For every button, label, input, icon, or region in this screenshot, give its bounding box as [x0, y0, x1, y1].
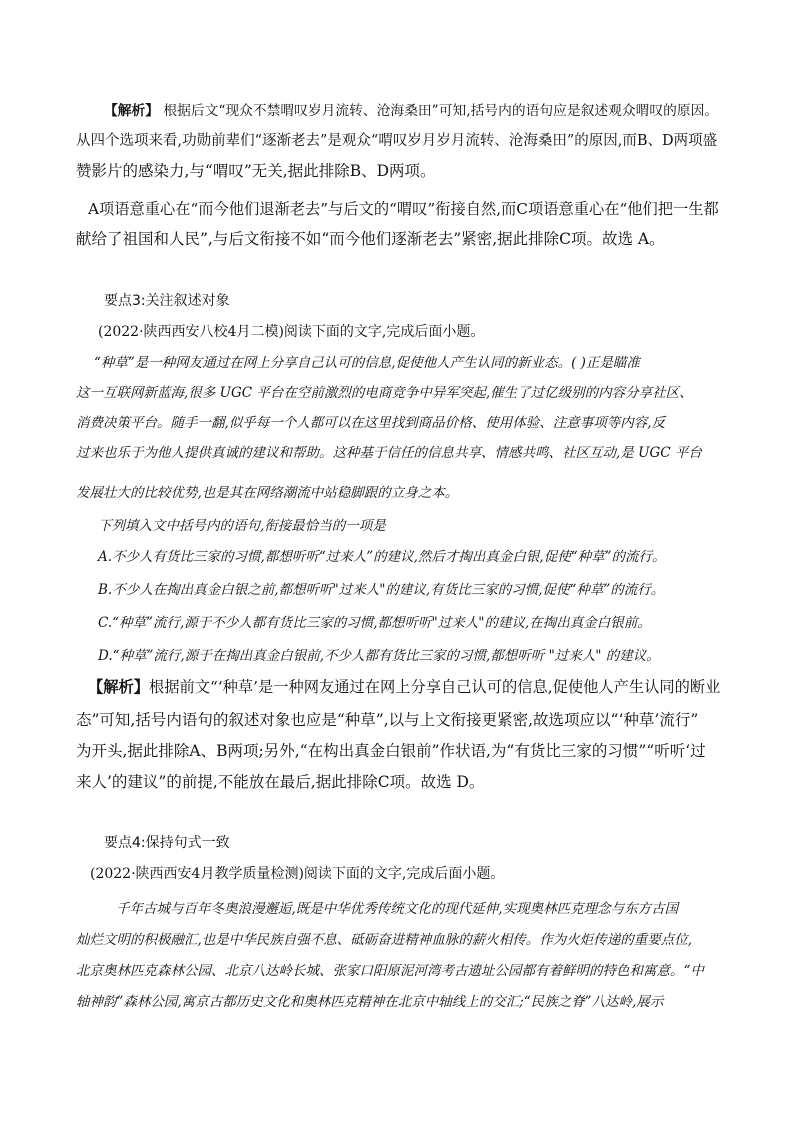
analysis-line: 【解析】根据前文“‘种草’是一种网友通过在网上分享自己认可的信息,促使他人产生认同的断业 — [88, 678, 721, 696]
option-b: B.不少人在掏出真金白银之前,都想听听"过来人"的建议,有货比三家的习惯,促使“种草”的流行。 — [98, 582, 665, 598]
section-heading: 要点4:保持句式一致 — [104, 835, 230, 851]
analysis-line: A项语意重心在“而今他们退渐老去”与后文的“喟叹”衔接自然,而C项语意重心在“他们把一生都 — [88, 200, 719, 218]
passage-line: 消费决策平台。随手一翻,似乎每一个人都可以在这里找到商品价格、使用体验、注意事项等内容,反 — [76, 415, 666, 431]
section-heading: 要点3:关注叙述对象 — [104, 293, 230, 309]
question-source: (2022·陕西西安八校4月二模)阅读下面的文字,完成后面小题。 — [98, 324, 485, 340]
analysis-line: 来人’的建议”的前提,不能放在最后,据此排除C项。故选 D。 — [76, 773, 485, 791]
analysis-line: 【解析】 根据后文“现众不禁喟叹岁月流转、沧海桑田”可知,括号内的语句应是叙述观众喟叹的原因。 — [104, 103, 719, 119]
passage-line: 这一互联网新蓝海,很多 UGC 平台在空前激烈的电商竞争中异军突起,催生了过亿级别的内容分享社区、 — [76, 385, 693, 401]
passage-line: 过来也乐于为他人提供真诚的建议和帮助。这种基于信任的信息共享、情感共鸣、社区互动,是 UGC 平台 — [76, 445, 702, 461]
analysis-label: 【解析】 — [88, 678, 149, 696]
passage-line: 发展壮大的比较优势,也是其在网络潮流中站稳脚跟的立身之本。 — [76, 485, 459, 501]
passage-line: 北京奥林匹克森林公园、北京八达岭长城、张家口阳原泥河湾考古遗址公园都有着鲜明的特色和寓意。“中 — [76, 963, 704, 979]
option-c: C.“种草”流行,源于不少人都有货比三家的习惯,都想听听"过来人"的建议,在掏出真金白银前。 — [98, 615, 651, 631]
passage-line: 轴神韵”森林公园,寓京古都历史文化和奥林匹克精神在北京中轴线上的交汇;“民族之脊”八达岭,展示 — [76, 994, 664, 1010]
analysis-label: 【解析】 — [104, 103, 160, 119]
analysis-line: 为开头,据此排除A、B两项;另外,“在构出真金白银前”作状语,为“有货比三家的习惯”“听听‘过 — [76, 742, 706, 760]
passage-line: 千年古城与百年冬奥浪漫邂逅,既是中华优秀传统文化的现代延伸,实现奥林匹克理念与东方古国 — [116, 901, 679, 917]
analysis-line: 态”可知,括号内语句的叙述对象也应是“种草”,以与上文衔接更紧密,故选项应以“‘种草’流行” — [76, 711, 699, 729]
analysis-line: 从四个选项来看,功勋前辈们“逐渐老去”是观众“喟叹岁月岁月流转、沧海桑田”的原因,而B、D两项盛 — [76, 133, 718, 149]
passage-line: “种草”是一种网友通过在网上分享自己认可的信息,促使他人产生认同的新业态。( )正是瞄准 — [94, 355, 640, 371]
question-source: (2022·陕西西安4月教学质量检测)阅读下面的文字,完成后面小题。 — [90, 866, 505, 882]
analysis-line: 献给了祖国和人民”,与后文衔接不如“而今他们逐渐老去”紧密,据此排除C项。故选 A。 — [76, 230, 665, 248]
option-a: A.不少人有货比三家的习惯,都想听听“过来人”的建议,然后才掏出真金白银,促使“种草”的流行。 — [98, 549, 666, 565]
analysis-line: 赞影片的感染力,与“喟叹”无关,据此排除B、D两项。 — [76, 162, 436, 180]
question-prompt: 下列填入文中括号内的语句,衔接最恰当的一项是 — [98, 518, 386, 534]
option-d: D.“种草”流行,源于在掏出真金白银前,不少人都有货比三家的习惯,都想听听 "过来人" 的建议。 — [98, 648, 660, 664]
passage-line: 灿烂文明的积极融汇,也是中华民族自强不息、砥砺奋进精神血脉的薪火相传。作为火炬传递的重要点位, — [76, 932, 693, 948]
